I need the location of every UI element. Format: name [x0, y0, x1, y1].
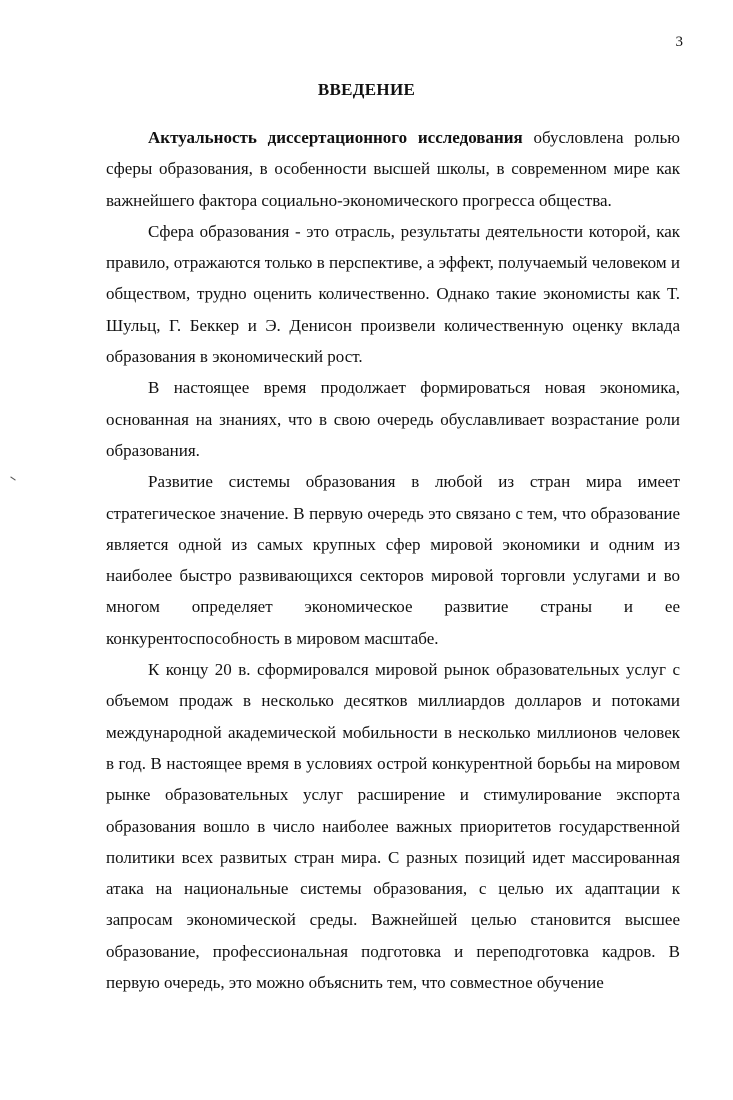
paragraph: [106, 122, 680, 216]
paragraph-lead-bold: Актуальность диссертационного исследования: [148, 128, 523, 147]
paragraph: [106, 372, 680, 466]
document-body: [106, 122, 680, 998]
paragraph: [106, 654, 680, 998]
scan-artifact-mark: [10, 476, 15, 480]
paragraph: [106, 216, 680, 372]
paragraph-text: Сфера образования - это отрасль, результаты деятельности которой, как правило, отражаются только в перспективе, а эффект, получаемый человеком и обществом, трудно оценить количественно. Однако такие экономисты как Т. Шульц, Г. Беккер и Э. Денисон произвели количественную оценку вклада образования в экономический рост.: [106, 221, 680, 367]
paragraph: [106, 466, 680, 654]
paragraph-text: К концу 20 в. сформировался мировой рынок образовательных услуг с объемом продаж в несколько десятков миллиардов долларов и потоками международной академической мобильности в несколько миллионов человек в год. В настоящее время в условиях острой конкурентной борьбы на мировом рынке образовательных услуг расширение и стимулирование экспорта образования вошло в число наиболее важных приоритетов государственной политики всех развитых стран мира. С разных позиций идет массированная атака на национальные системы образования, с целью их адаптации к запросам экономической среды. Важнейшей целью становится высшее образование, профессиональная подготовка и переподготовка кадров. В первую очередь, это можно объяснить тем, что совместное обучение: [106, 660, 680, 993]
paragraph-text: Развитие системы образования в любой из стран мира имеет стратегическое значение. В первую очередь это связано с тем, что образование является одной из самых крупных сфер мировой экономики и одним из наиболее быстро развивающихся секторов мировой торговли услугами и во многом определяет экономическое развитие страны и ее конкурентоспособность в мировом масштабе.: [106, 472, 680, 648]
paragraph-text: В настоящее время продолжает формироваться новая экономика, основанная на знаниях, что в свою очередь обуславливает возрастание роли образования.: [106, 378, 680, 460]
page-title: ВВЕДЕНИЕ: [317, 80, 416, 99]
paragraph-text: обусловлена ролью сферы образования, в особенности высшей школы, в современном мире как важнейшего фактора социально-экономического прогресса общества.: [106, 128, 680, 210]
page-number: 3: [675, 34, 683, 50]
